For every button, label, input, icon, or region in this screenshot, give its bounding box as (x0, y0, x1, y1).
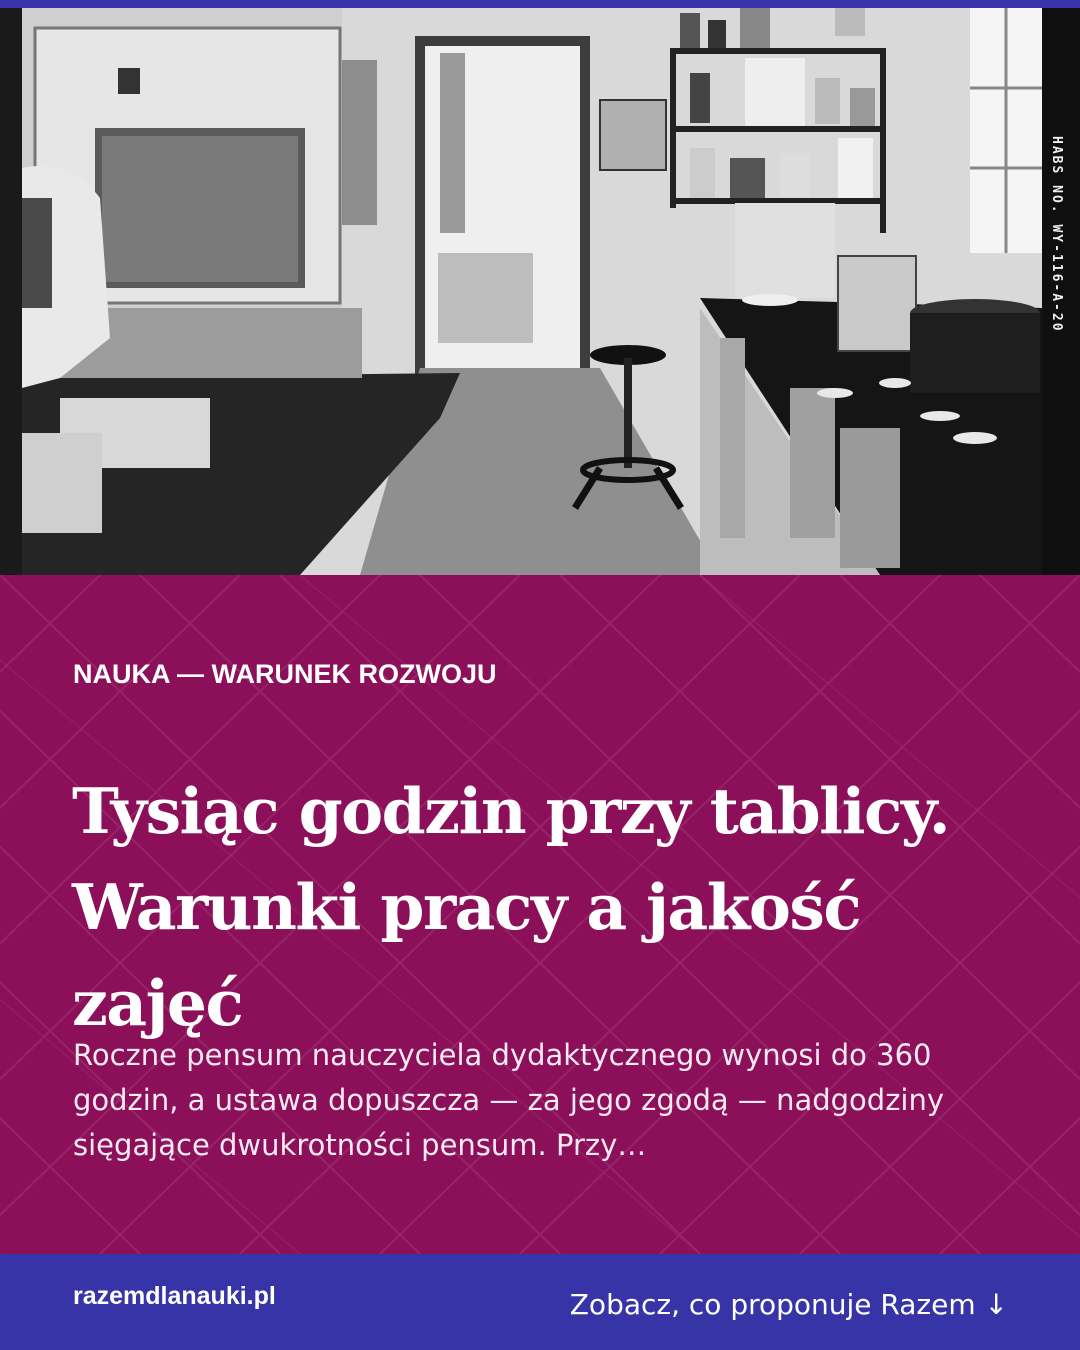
article-panel (0, 575, 1080, 1254)
arrow-down-icon: ↓ (984, 1288, 1008, 1321)
cta-label: Zobacz, co proponuje Razem (569, 1288, 976, 1321)
article-headline[interactable]: Tysiąc godzin przy tablicy. Warunki pracy a jakość zajęć (72, 774, 950, 1040)
cta-link[interactable] (570, 1288, 1008, 1321)
footer-bar (0, 1254, 1080, 1350)
article-lead: Roczne pensum nauczyciela dydaktycznego wynosi do 360 godzin, a ustawa dopuszcza — za jego zgodą — nadgodziny sięgające dwukrotności pensum. Przy… (73, 1038, 945, 1162)
top-accent-strip (0, 0, 1080, 8)
section-kicker: NAUKA — WARUNEK ROZWOJU (73, 659, 497, 689)
site-link[interactable]: razemdlanauki.pl (73, 1282, 276, 1310)
film-code-label: HABS NO. WY-116-A-20 (1049, 136, 1064, 333)
laboratory-photo (0, 8, 1080, 575)
